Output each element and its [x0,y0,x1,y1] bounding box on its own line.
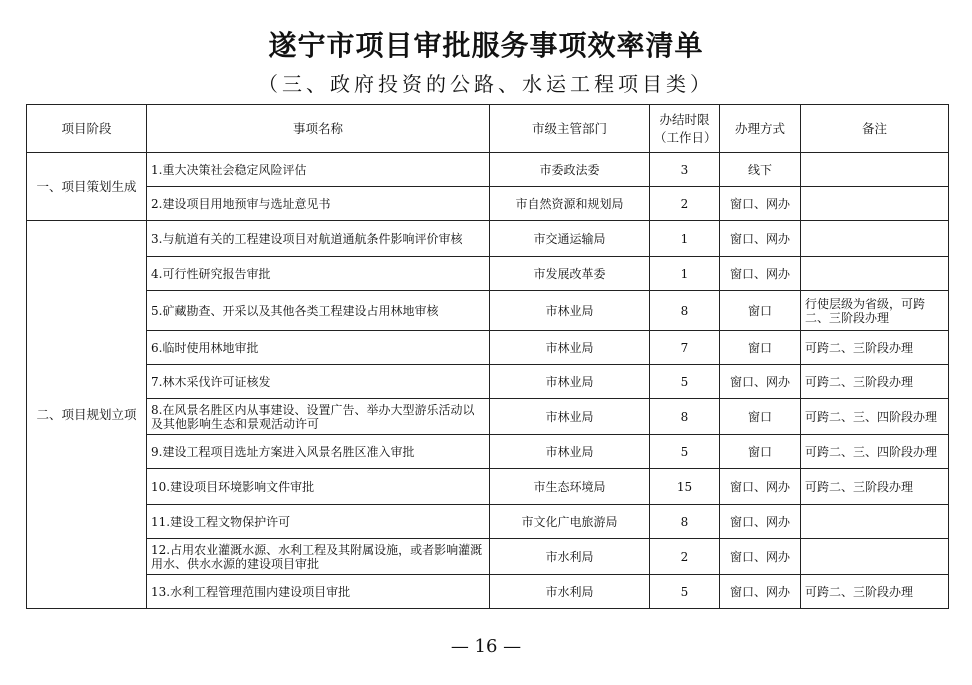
header-note: 备注 [801,105,949,153]
item-name: 5.矿藏勘查、开采以及其他各类工程建设占用林地审核 [147,291,490,331]
item-method: 窗口、网办 [720,187,801,221]
item-note [801,187,949,221]
item-department: 市文化广电旅游局 [490,505,650,539]
item-method: 窗口、网办 [720,539,801,575]
item-method: 窗口 [720,291,801,331]
item-note [801,257,949,291]
item-note [801,505,949,539]
item-name: 12.占用农业灌溉水源、水利工程及其附属设施，或者影响灌溉用水、供水水源的建设项目审批 [147,539,490,575]
item-method: 窗口、网办 [720,221,801,257]
item-note: 可跨二、三阶段办理 [801,365,949,399]
item-department: 市林业局 [490,399,650,435]
item-note [801,221,949,257]
item-name: 3.与航道有关的工程建设项目对航道通航条件影响评价审核 [147,221,490,257]
item-method: 窗口 [720,399,801,435]
item-days: 5 [650,435,720,469]
table-header-row [27,105,949,153]
item-days: 2 [650,539,720,575]
item-name: 2.建设项目用地预审与选址意见书 [147,187,490,221]
item-department: 市委政法委 [490,153,650,187]
item-name: 11.建设工程文物保护许可 [147,505,490,539]
page-title: 遂宁市项目审批服务事项效率清单 [268,29,704,62]
table-row [27,187,949,221]
header-method: 办理方式 [720,105,801,153]
item-method: 窗口、网办 [720,365,801,399]
item-note: 可跨二、三阶段办理 [801,575,949,609]
item-days: 8 [650,291,720,331]
item-note: 行使层级为省级，可跨二、三阶段办理 [801,291,949,331]
page-subtitle: （三、政府投资的公路、水运工程项目类） [258,72,714,96]
table-row [27,221,949,257]
item-name: 7.林木采伐许可证核发 [147,365,490,399]
item-name: 6.临时使用林地审批 [147,331,490,365]
header-stage: 项目阶段 [27,105,147,153]
item-method: 窗口 [720,435,801,469]
item-name: 1.重大决策社会稳定风险评估 [147,153,490,187]
item-days: 8 [650,505,720,539]
item-department: 市林业局 [490,365,650,399]
table-row [27,399,949,435]
item-days: 8 [650,399,720,435]
table-row [27,257,949,291]
item-days: 15 [650,469,720,505]
item-department: 市水利局 [490,575,650,609]
item-department: 市自然资源和规划局 [490,187,650,221]
item-department: 市水利局 [490,539,650,575]
item-note: 可跨二、三阶段办理 [801,469,949,505]
item-method: 窗口 [720,331,801,365]
table-row [27,435,949,469]
header-limit-label: 办结时限 [659,111,710,127]
item-days: 5 [650,365,720,399]
item-method: 窗口、网办 [720,469,801,505]
item-days: 3 [650,153,720,187]
item-department: 市林业局 [490,331,650,365]
item-note [801,539,949,575]
item-method: 窗口、网办 [720,505,801,539]
item-name: 10.建设项目环境影响文件审批 [147,469,490,505]
item-department: 市交通运输局 [490,221,650,257]
item-note: 可跨二、三、四阶段办理 [801,435,949,469]
table-row [27,505,949,539]
table-row [27,575,949,609]
item-method: 窗口、网办 [720,257,801,291]
stage-cell: 二、项目规划立项 [27,221,147,609]
page-number: — 16 — [450,636,522,657]
item-days: 2 [650,187,720,221]
item-note: 可跨二、三、四阶段办理 [801,399,949,435]
item-name: 9.建设工程项目选址方案进入风景名胜区准入审批 [147,435,490,469]
item-days: 7 [650,331,720,365]
item-department: 市发展改革委 [490,257,650,291]
item-department: 市林业局 [490,291,650,331]
table-row [27,539,949,575]
table-row [27,331,949,365]
item-name: 13.水利工程管理范围内建设项目审批 [147,575,490,609]
item-days: 1 [650,221,720,257]
header-limit-unit: （工作日） [654,129,717,145]
item-note: 可跨二、三阶段办理 [801,331,949,365]
table-row [27,153,949,187]
item-days: 1 [650,257,720,291]
item-department: 市生态环境局 [490,469,650,505]
efficiency-table [26,104,949,609]
item-method: 窗口、网办 [720,575,801,609]
table-row [27,365,949,399]
item-method: 线下 [720,153,801,187]
item-note [801,153,949,187]
header-limit [650,105,720,153]
item-name: 8.在风景名胜区内从事建设、设置广告、举办大型游乐活动以及其他影响生态和景观活动许可 [147,399,490,435]
item-days: 5 [650,575,720,609]
header-department: 市级主管部门 [490,105,650,153]
item-department: 市林业局 [490,435,650,469]
table-row [27,469,949,505]
table-row [27,291,949,331]
header-name: 事项名称 [147,105,490,153]
item-name: 4.可行性研究报告审批 [147,257,490,291]
stage-cell: 一、项目策划生成 [27,153,147,221]
